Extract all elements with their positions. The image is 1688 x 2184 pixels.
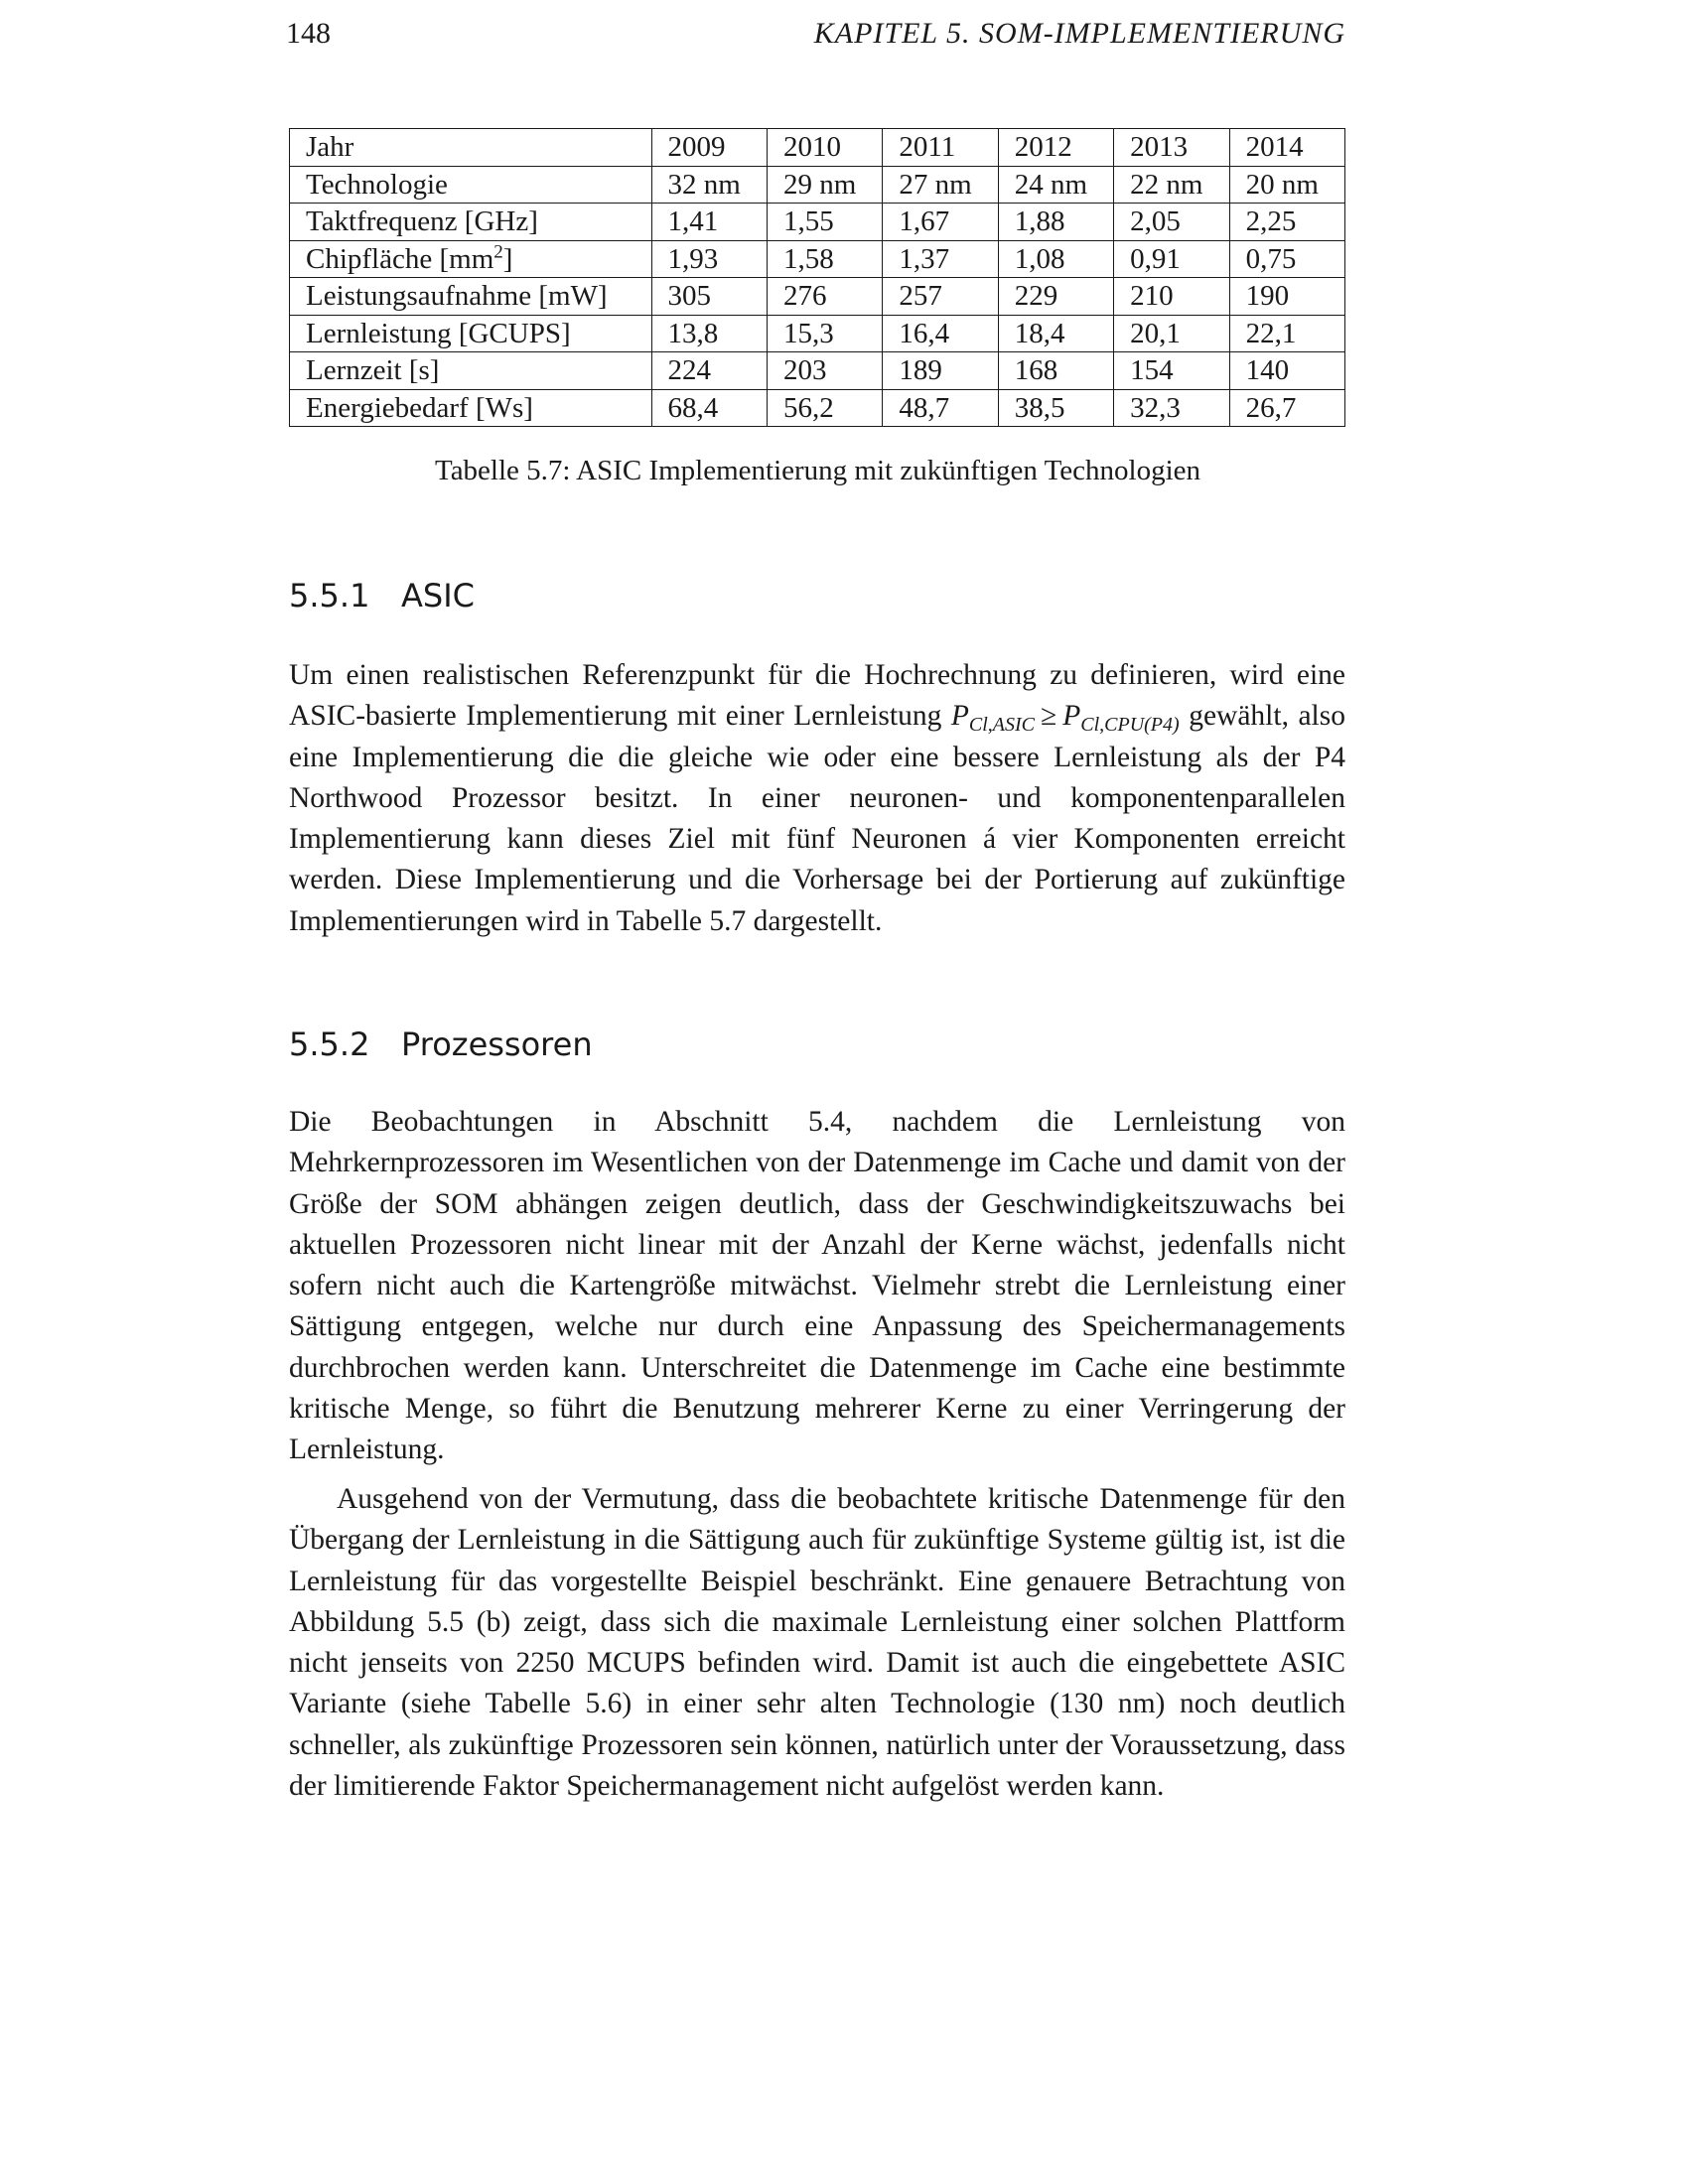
learning-rate-inequality: $P_{Cl,ASIC} \ge P_{Cl,CPU(P4)}$ <box>950 700 1180 737</box>
table-cell: 56,2 <box>767 389 882 427</box>
table-cell: 27 nm <box>883 166 998 204</box>
table-row <box>290 278 1345 316</box>
asic-paragraph <box>289 655 1345 942</box>
table-cell: 13,8 <box>651 315 767 352</box>
table-cell: 257 <box>883 278 998 316</box>
table-cell: 210 <box>1114 278 1229 316</box>
table-cell: 1,37 <box>883 240 998 278</box>
table-cell: 2,05 <box>1114 204 1229 241</box>
row-label: Chipfläche $[mm^2]$ <box>290 240 652 278</box>
table-cell: 189 <box>883 352 998 390</box>
table-cell: 22,1 <box>1229 315 1344 352</box>
row-label: Lernzeit [s] <box>290 352 652 390</box>
table-cell: 16,4 <box>883 315 998 352</box>
table-cell: 20 nm <box>1229 166 1344 204</box>
table-cell: 2011 <box>883 129 998 167</box>
table-row <box>290 315 1345 352</box>
table-cell: 1,55 <box>767 204 882 241</box>
asic-text-before: Um einen realistischen Referenzpunkt für die Hochrechnung zu definieren, wird eine ASIC-basierte Implementierung mit einer Lernleistung <box>289 659 1345 733</box>
row-label: Technologie <box>290 166 652 204</box>
table-cell: 20,1 <box>1114 315 1229 352</box>
section-title: ASIC <box>401 577 475 614</box>
row-label: Energiebedarf [Ws] <box>290 389 652 427</box>
row-label: Lernleistung [GCUPS] <box>290 315 652 352</box>
table-row <box>290 166 1345 204</box>
table-cell: 0,91 <box>1114 240 1229 278</box>
technology-table <box>289 128 1345 427</box>
table-cell: 154 <box>1114 352 1229 390</box>
table-cell: 48,7 <box>883 389 998 427</box>
table-cell: 0,75 <box>1229 240 1344 278</box>
row-label: Taktfrequenz [GHz] <box>290 204 652 241</box>
table-cell: 2010 <box>767 129 882 167</box>
table-cell: 68,4 <box>651 389 767 427</box>
table-cell: 24 nm <box>998 166 1113 204</box>
table-cell: 1,08 <box>998 240 1113 278</box>
table-cell: 38,5 <box>998 389 1113 427</box>
running-head: KAPITEL 5. SOM-IMPLEMENTIERUNG <box>813 17 1345 50</box>
table-cell: 203 <box>767 352 882 390</box>
processors-paragraph-2: Ausgehend von der Vermutung, dass die beobachtete kritische Datenmenge für den Übergang der Lernleistung in die Sättigung auch für zukünftige Systeme gültig ist, ist die Lernleistung für das vorgestellte Beispiel beschränkt. Eine genauere Betrachtung von Abbildung 5.5 (b) zeigt, dass sich die maximale Lernleistung einer solchen Plattform nicht jenseits von 2250 MCUPS befinden wird. Damit ist auch die eingebettete ASIC Variante (siehe Tabelle 5.6) in einer sehr alten Technologie (130 nm) noch deutlich schneller, als zukünftige Prozessoren sein können, natürlich unter der Voraussetzung, dass der limitierende Faktor Speichermanagement nicht aufgelöst werden kann. <box>289 1483 1345 1803</box>
table-cell: 1,67 <box>883 204 998 241</box>
asic-text-after: gewählt, also eine Implementierung die die gleiche wie oder eine bessere Lernleistung als der P4 Northwood Prozessor besitzt. In einer neuronen- und komponentenparallelen Implementierung kann dieses Ziel mit fünf Neuronen á vier Komponenten erreicht werden. Diese Implementierung und die Vorhersage bei der Portierung auf zukünftige Implementierungen wird in Tabelle 5.7 dargestellt. <box>289 700 1345 937</box>
section-heading-processors <box>289 1024 593 1064</box>
row-label: Jahr <box>290 129 652 167</box>
table-cell: 305 <box>651 278 767 316</box>
table-cell: 32 nm <box>651 166 767 204</box>
table-cell: 18,4 <box>998 315 1113 352</box>
table-cell: 29 nm <box>767 166 882 204</box>
table-cell: 1,88 <box>998 204 1113 241</box>
table-cell: 229 <box>998 278 1113 316</box>
table-row <box>290 240 1345 278</box>
processors-paragraph-1: Die Beobachtungen in Abschnitt 5.4, nachdem die Lernleistung von Mehrkernprozessoren im Wesentlichen von der Datenmenge im Cache und damit von der Größe der SOM abhängen zeigen deutlich, dass der Geschwindigkeitszuwachs bei aktuellen Prozessoren nicht linear mit der Anzahl der Kerne wächst, jedenfalls nicht sofern nicht auch die Kartengröße mitwächst. Vielmehr strebt die Lernleistung einer Sättigung entgegen, welche nur durch eine Anpassung des Speichermanagements durchbrochen werden kann. Unterschreitet die Datenmenge im Cache eine bestimmte kritische Menge, so führt die Benutzung mehrerer Kerne zu einer Verringerung der Lernleistung. <box>289 1106 1345 1466</box>
table-cell: 1,93 <box>651 240 767 278</box>
row-label: Leistungsaufnahme [mW] <box>290 278 652 316</box>
table-cell: 15,3 <box>767 315 882 352</box>
table-cell: 2012 <box>998 129 1113 167</box>
table-cell: 26,7 <box>1229 389 1344 427</box>
section-title: Prozessoren <box>401 1025 593 1063</box>
table-row <box>290 352 1345 390</box>
table-cell: 276 <box>767 278 882 316</box>
table-cell: 32,3 <box>1114 389 1229 427</box>
section-heading-asic <box>289 576 475 615</box>
table-body <box>290 129 1345 427</box>
table-cell: 22 nm <box>1114 166 1229 204</box>
table-row <box>290 129 1345 167</box>
table-row <box>290 389 1345 427</box>
table-row <box>290 204 1345 241</box>
table-cell: 224 <box>651 352 767 390</box>
table-cell: 140 <box>1229 352 1344 390</box>
table-caption: Tabelle 5.7: ASIC Implementierung mit zukünftigen Technologien <box>435 455 1200 486</box>
section-number: 5.5.2 <box>289 1025 370 1063</box>
table-cell: 168 <box>998 352 1113 390</box>
table-cell: 1,41 <box>651 204 767 241</box>
table-cell: 2013 <box>1114 129 1229 167</box>
table-cell: 2009 <box>651 129 767 167</box>
table-cell: 190 <box>1229 278 1344 316</box>
table-cell: 1,58 <box>767 240 882 278</box>
page-number: 148 <box>286 17 331 50</box>
table-cell: 2014 <box>1229 129 1344 167</box>
section-number: 5.5.1 <box>289 577 370 614</box>
table-cell: 2,25 <box>1229 204 1344 241</box>
